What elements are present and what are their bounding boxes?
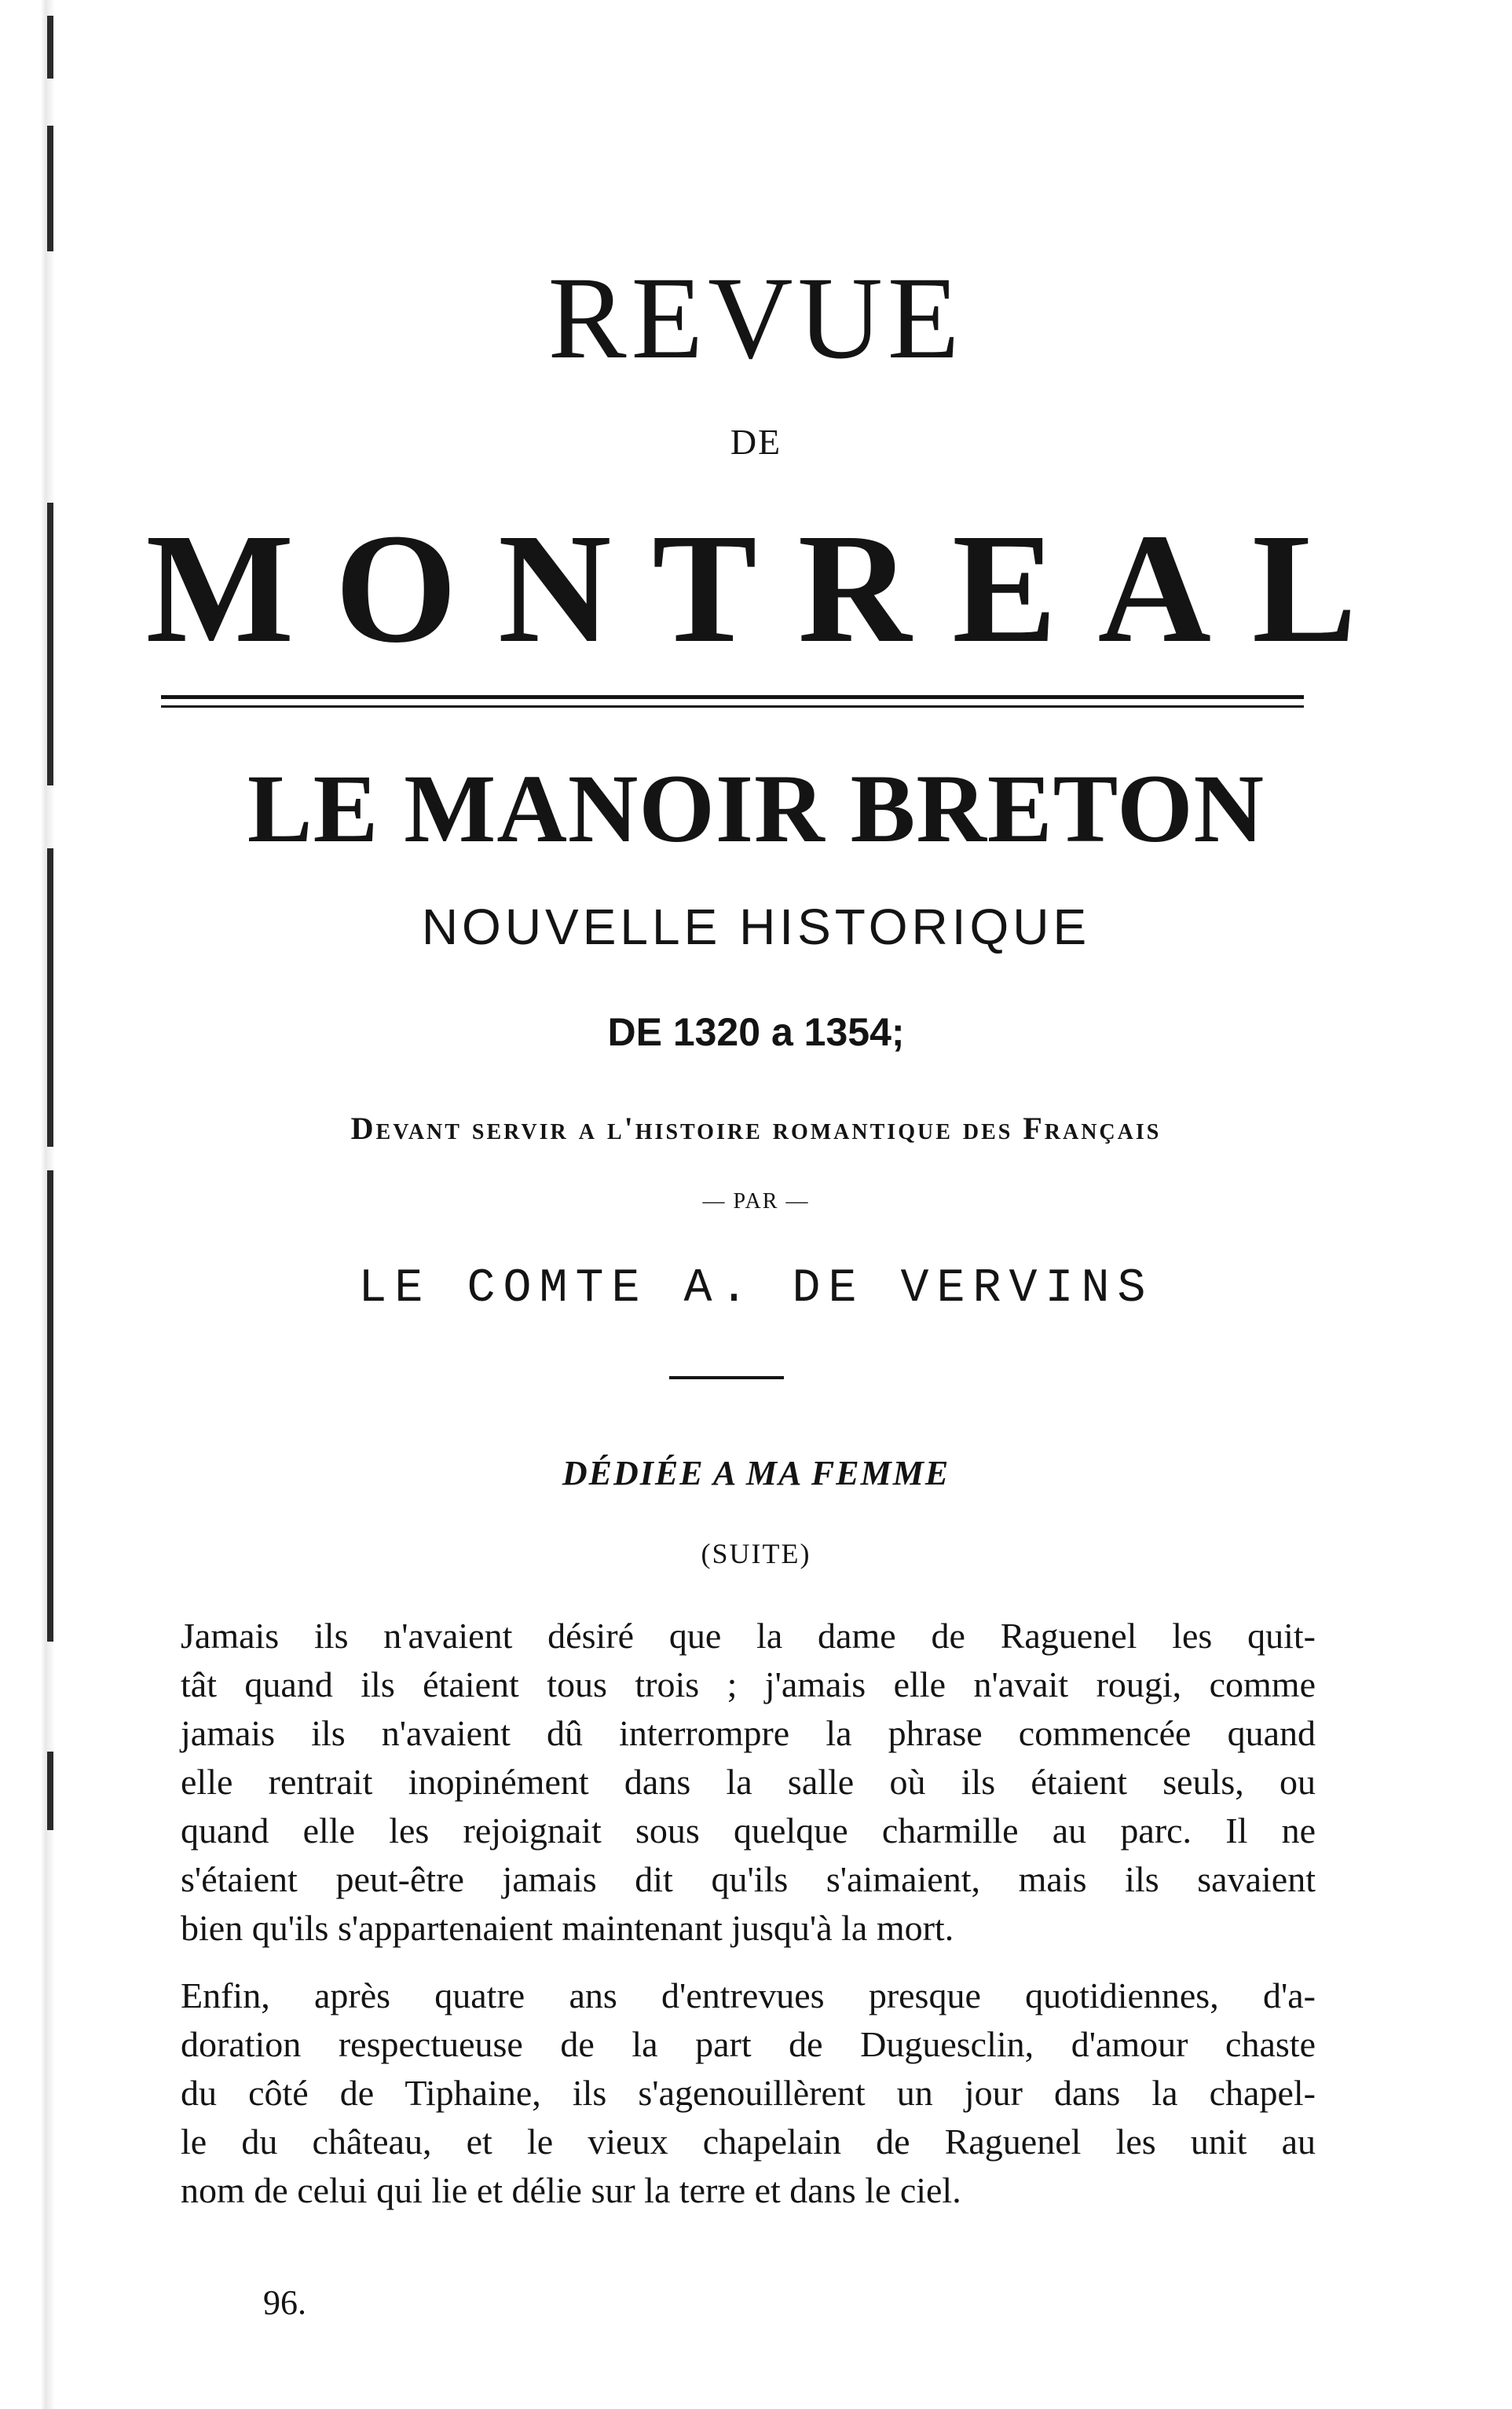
text-line: doration respectueuse de la part de Duguesclin, d'amour chaste <box>181 2024 1316 2064</box>
text-line: le du château, et le vieux chapelain de Raguenel les unit au <box>181 2122 1316 2162</box>
text-line: Jamais ils n'avaient désiré que la dame de Raguenel les quit- <box>181 1616 1316 1656</box>
article-author: LE COMTE A. DE VERVINS <box>358 1262 1154 1316</box>
article-dates: DE 1320 a 1354; <box>607 1010 905 1054</box>
dedication: DÉDIÉE A MA FEMME <box>562 1454 950 1492</box>
article-title: LE MANOIR BRETON <box>247 755 1265 862</box>
paragraph-2 <box>181 1971 1316 2215</box>
text-line: s'étaient peut-être jamais dit qu'ils s'aimaient, mais ils savaient <box>181 1859 1316 1899</box>
binding-mark <box>47 848 53 1147</box>
double-rule-divider <box>161 695 1304 708</box>
text-line: bien qu'ils s'appartenaient maintenant jusqu'à la mort. <box>181 1908 954 1948</box>
text-line: Enfin, après quatre ans d'entrevues presque quotidiennes, d'a- <box>181 1975 1316 2015</box>
text-line: quand elle les rejoignait sous quelque charmille au parc. Il ne <box>181 1810 1316 1851</box>
continuation-note: (SUITE) <box>701 1538 811 1569</box>
text-line: elle rentrait inopinément dans la salle où ils étaient seuls, ou <box>181 1762 1316 1802</box>
article-subtitle: NOUVELLE HISTORIQUE <box>421 899 1091 955</box>
binding-mark <box>47 1752 53 1830</box>
journal-title-revue: REVUE <box>547 253 965 383</box>
text-line: tât quand ils étaient tous trois ; j'amais elle n'avait rougi, comme <box>181 1664 1316 1704</box>
binding-mark <box>47 16 53 79</box>
text-line: jamais ils n'avaient dû interrompre la phrase commencée quand <box>181 1713 1316 1753</box>
binding-mark <box>47 126 53 251</box>
text-line: nom de celui qui lie et délie sur la terre et dans le ciel. <box>181 2170 961 2210</box>
paragraph-1 <box>181 1612 1316 1953</box>
text-line: du côté de Tiphaine, ils s'agenouillèrent un jour dans la chapel- <box>181 2073 1316 2113</box>
short-rule-divider <box>669 1376 784 1379</box>
journal-title-montreal: MONTREAL <box>145 502 1398 675</box>
page-number: 96. <box>263 2283 306 2322</box>
byline-par: — PAR — <box>702 1189 810 1214</box>
article-purpose: Devant servir a l'histoire romantique des Français <box>350 1111 1162 1146</box>
journal-title-de: DE <box>730 422 782 462</box>
